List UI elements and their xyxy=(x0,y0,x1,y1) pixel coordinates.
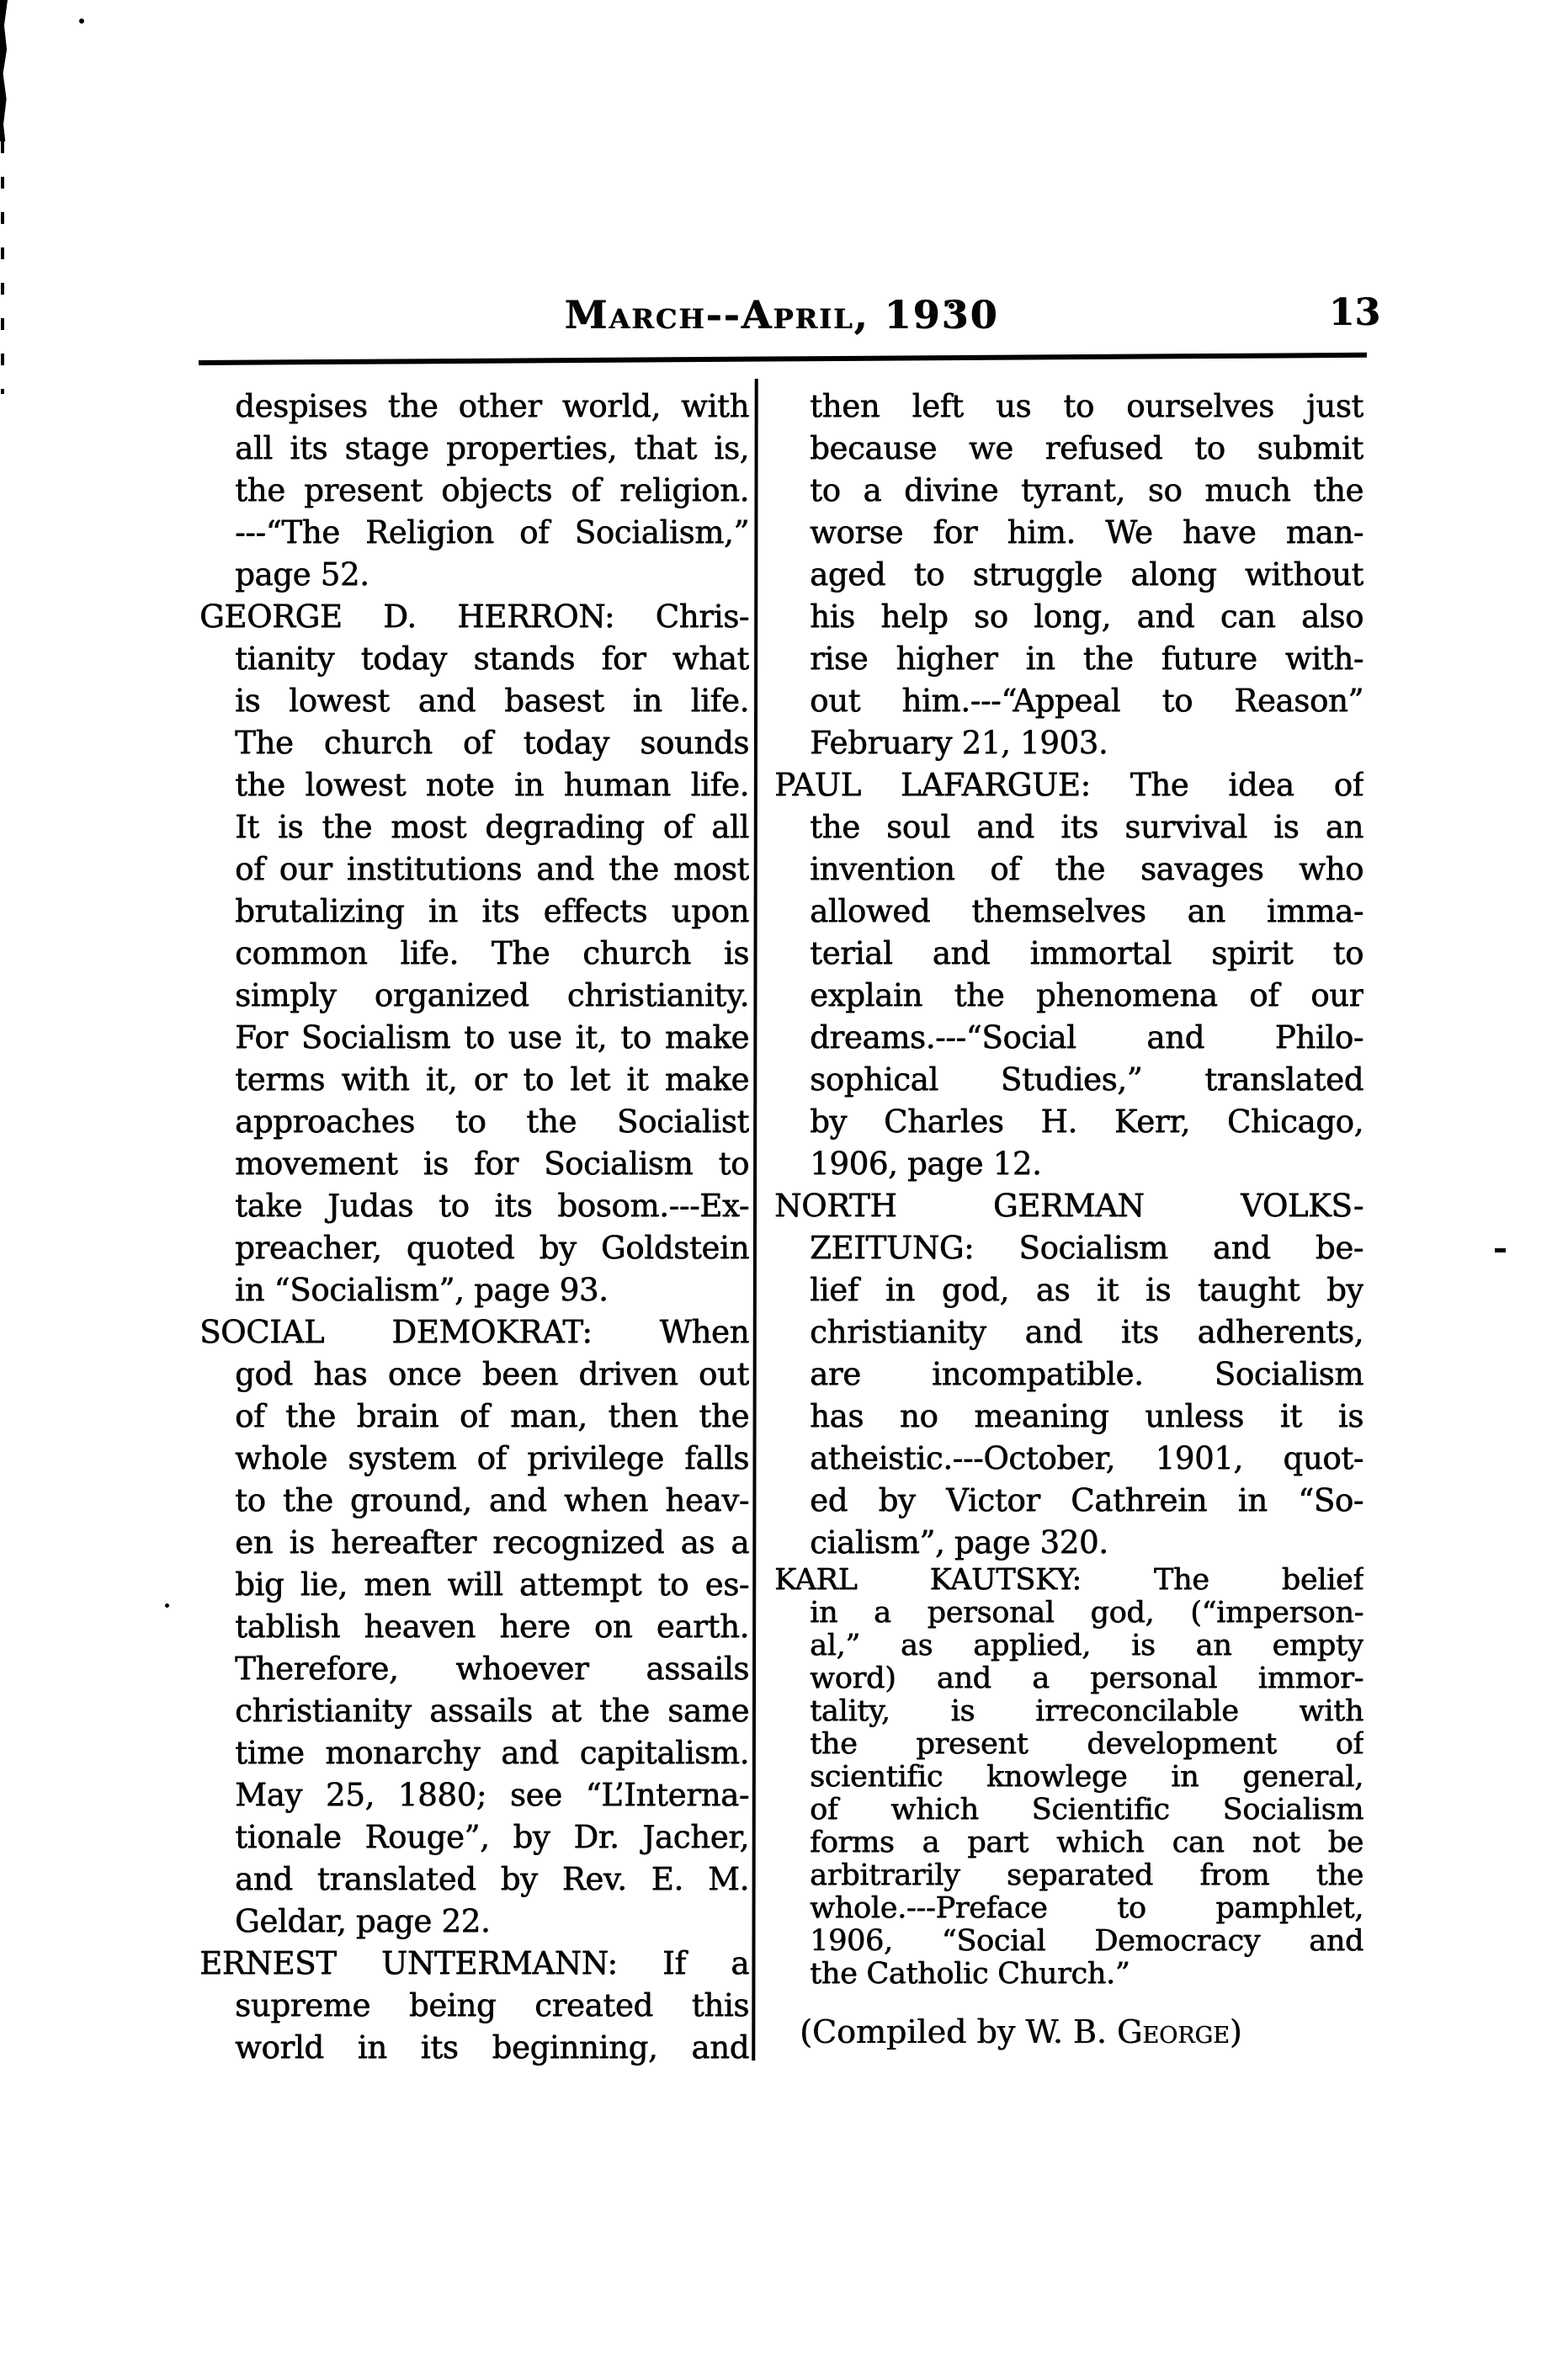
header-rule xyxy=(199,353,1367,365)
text-line: KARL KAUTSKY: The belief xyxy=(774,1564,1363,1597)
text-line: lief in god, as it is taught by xyxy=(810,1272,1363,1308)
text-line: christianity and its adherents, xyxy=(810,1314,1363,1350)
text-line: the present objects of religion. xyxy=(235,472,749,508)
text-line: GEORGE D. HERRON: Chris- xyxy=(199,598,749,635)
text-line: arbitrarily separated from the xyxy=(810,1859,1363,1892)
text-line: out him.---“Appeal to Reason” xyxy=(810,683,1363,719)
issue-date-heading: March--April, 1930 xyxy=(564,292,999,338)
text-line: simply organized christianity. xyxy=(235,977,749,1013)
text-line: supreme being created this xyxy=(235,1987,749,2023)
text-line: god has once been driven out xyxy=(235,1356,749,1392)
compiled-by-prefix: (Compiled by W. B. xyxy=(800,2013,1117,2050)
text-line: 1906, page 12. xyxy=(810,1146,1042,1182)
text-line: page 52. xyxy=(235,556,369,593)
text-line: invention of the savages who xyxy=(810,851,1363,887)
text-line: because we refused to submit xyxy=(810,430,1363,466)
quote-entry xyxy=(774,1185,1363,1564)
text-line: terms with it, or to let it make xyxy=(235,1061,749,1098)
text-line: rise higher in the future with- xyxy=(810,641,1363,677)
text-line: all its stage properties, that is, xyxy=(235,430,749,466)
text-line: world in its beginning, and xyxy=(235,2029,749,2066)
text-line: and translated by Rev. E. M. xyxy=(235,1861,749,1897)
text-line: the Catholic Church.” xyxy=(810,1958,1130,1991)
text-line: allowed themselves an imma- xyxy=(810,893,1363,929)
text-line: to a divine tyrant, so much the xyxy=(810,472,1363,508)
text-line: It is the most degrading of all xyxy=(235,809,749,845)
continued-text-block xyxy=(774,386,1363,764)
text-line: For Socialism to use it, to make xyxy=(235,1019,749,1056)
text-line: has no meaning unless it is xyxy=(810,1398,1363,1434)
text-line: 1906, “Social Democracy and xyxy=(810,1925,1363,1958)
text-line: tality, is irreconcilable with xyxy=(810,1695,1363,1728)
text-line: brutalizing in its effects upon xyxy=(235,893,749,929)
text-line: Geldar, page 22. xyxy=(235,1903,491,1939)
left-column xyxy=(199,386,749,2069)
quote-entry xyxy=(199,1311,749,1943)
text-line: tianity today stands for what xyxy=(235,641,749,677)
text-line: big lie, men will attempt to es- xyxy=(235,1566,749,1603)
scan-artifact-speck xyxy=(79,19,84,24)
text-line: the soul and its survival is an xyxy=(810,809,1363,845)
text-line: forms a part which can not be xyxy=(810,1827,1363,1859)
text-line: February 21, 1903. xyxy=(810,725,1108,761)
text-line: of the brain of man, then the xyxy=(235,1398,749,1434)
text-line: ---“The Religion of Socialism,” xyxy=(235,514,749,550)
text-line: in “Socialism”, page 93. xyxy=(235,1272,609,1308)
scan-artifact-speck xyxy=(165,1603,169,1608)
text-line: ed by Victor Cathrein in “So- xyxy=(810,1482,1363,1518)
text-line: by Charles H. Kerr, Chicago, xyxy=(810,1103,1363,1140)
scan-artifact-edge-streak xyxy=(0,0,8,141)
text-line: tablish heaven here on earth. xyxy=(235,1609,749,1645)
text-line: Therefore, whoever assails xyxy=(235,1651,749,1687)
text-line: in a personal god, (“imperson- xyxy=(810,1597,1363,1630)
text-line: sophical Studies,” translated xyxy=(810,1061,1363,1098)
text-line: ERNEST UNTERMANN: If a xyxy=(199,1945,749,1981)
text-line: the present development of xyxy=(810,1728,1363,1761)
text-line: explain the phenomena of our xyxy=(810,977,1363,1013)
text-line: al,” as applied, is an empty xyxy=(810,1630,1363,1662)
text-line: atheistic.---October, 1901, quot- xyxy=(810,1440,1363,1476)
text-line: PAUL LAFARGUE: The idea of xyxy=(774,767,1363,803)
text-line: to the ground, and when heav- xyxy=(235,1482,749,1518)
text-line: preacher, quoted by Goldstein xyxy=(235,1230,749,1266)
text-line: SOCIAL DEMOKRAT: When xyxy=(199,1314,749,1350)
text-line: despises the other world, with xyxy=(235,388,749,424)
text-line: scientific knowlege in general, xyxy=(810,1761,1363,1794)
quote-entry xyxy=(199,1943,749,2069)
text-line: The church of today sounds xyxy=(235,725,749,761)
text-line: worse for him. We have man- xyxy=(810,514,1363,550)
page-number: 13 xyxy=(1328,291,1380,334)
text-line: whole system of privilege falls xyxy=(235,1440,749,1476)
column-divider-rule xyxy=(752,379,757,2061)
quote-entry xyxy=(774,1564,1363,1991)
text-line: his help so long, and can also xyxy=(810,598,1363,635)
quote-entry xyxy=(199,596,749,1311)
text-line: of our institutions and the most xyxy=(235,851,749,887)
text-line: aged to struggle along without xyxy=(810,556,1363,593)
compiler-name: George xyxy=(1116,2013,1230,2050)
text-line: christianity assails at the same xyxy=(235,1693,749,1729)
text-line: the lowest note in human life. xyxy=(235,767,749,803)
text-line: time monarchy and capitalism. xyxy=(235,1735,749,1771)
text-line: are incompatible. Socialism xyxy=(810,1356,1363,1392)
compiled-by-credit xyxy=(774,2011,1363,2053)
text-line: is lowest and basest in life. xyxy=(235,683,749,719)
scan-artifact-edge-specks xyxy=(1,141,4,394)
text-line: ZEITUNG: Socialism and be- xyxy=(810,1230,1363,1266)
text-line: then left us to ourselves just xyxy=(810,388,1363,424)
quote-entry xyxy=(774,764,1363,1185)
text-line: of which Scientific Socialism xyxy=(810,1794,1363,1827)
text-line: movement is for Socialism to xyxy=(235,1146,749,1182)
text-line: cialism”, page 320. xyxy=(810,1524,1108,1561)
text-line: tionale Rouge”, by Dr. Jacher, xyxy=(235,1819,749,1855)
scan-artifact-speck xyxy=(1495,1248,1506,1252)
text-line: May 25, 1880; see “L’Interna- xyxy=(235,1777,749,1813)
text-line: en is hereafter recognized as a xyxy=(235,1524,749,1561)
compiled-by-suffix: ) xyxy=(1229,2013,1242,2050)
text-line: common life. The church is xyxy=(235,935,749,971)
text-line: take Judas to its bosom.---Ex- xyxy=(235,1188,749,1224)
text-line: approaches to the Socialist xyxy=(235,1103,749,1140)
text-line: whole.---Preface to pamphlet, xyxy=(810,1892,1363,1925)
continued-text-block xyxy=(199,386,749,596)
text-line: NORTH GERMAN VOLKS- xyxy=(774,1188,1363,1224)
text-line: terial and immortal spirit to xyxy=(810,935,1363,971)
text-line: word) and a personal immor- xyxy=(810,1662,1363,1695)
text-line: dreams.---“Social and Philo- xyxy=(810,1019,1363,1056)
right-column xyxy=(774,386,1363,2053)
